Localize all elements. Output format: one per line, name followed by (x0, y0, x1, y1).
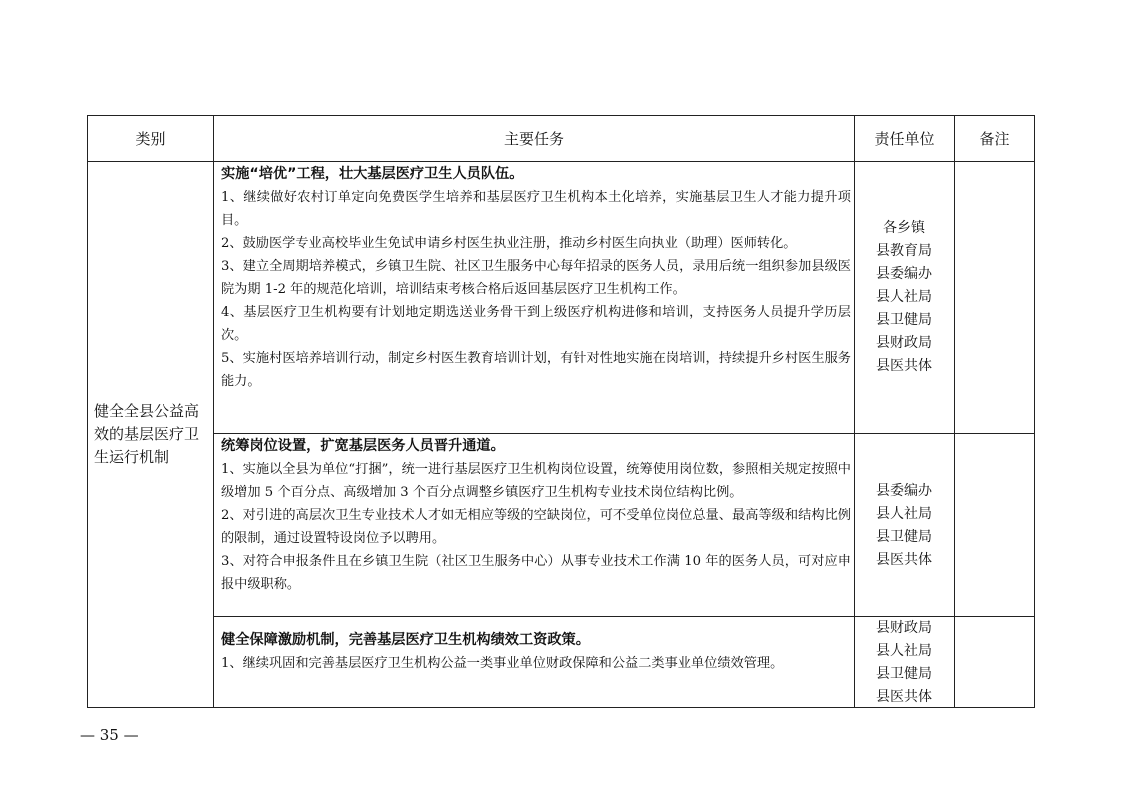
page-number: — 35 — (80, 726, 139, 744)
unit-name: 各乡镇 (883, 220, 925, 236)
category-cell (88, 161, 214, 707)
category-text: 健全全县公益高效的基层医疗卫生运行机制 (94, 401, 200, 466)
unit-name: 县卫健局 (876, 666, 932, 682)
section-title: 统筹岗位设置，扩宽基层医务人员晋升通道。 (221, 438, 505, 454)
unit-name: 县卫健局 (876, 529, 932, 545)
header-category: 类别 (135, 130, 166, 148)
column-divider (954, 116, 955, 707)
section-title: 健全保障激励机制，完善基层医疗卫生机构绩效工资政策。 (221, 632, 590, 648)
task-section-1 (221, 163, 851, 393)
responsible-units-3 (854, 617, 954, 709)
unit-name: 县教育局 (876, 243, 932, 259)
task-item: 2、对引进的高层次卫生专业技术人才如无相应等级的空缺岗位，可不受单位岗位总量、最高等级和结构比例的限制，通过设置特设岗位予以聘用。 (221, 508, 851, 546)
row-divider (213, 433, 1034, 434)
task-item: 5、实施村医培养培训行动，制定乡村医生教育培训计划，有针对性地实施在岗培训，持续提升乡村医生服务能力。 (221, 351, 851, 389)
task-item: 1、继续巩固和完善基层医疗卫生机构公益一类事业单位财政保障和公益二类事业单位绩效管理。 (221, 656, 784, 671)
unit-name: 县财政局 (876, 335, 932, 351)
task-table (87, 115, 1035, 708)
unit-name: 县委编办 (876, 483, 932, 499)
unit-name: 县财政局 (876, 620, 932, 636)
task-section-3 (221, 629, 851, 675)
section-title: 实施“培优”工程，壮大基层医疗卫生人员队伍。 (221, 166, 524, 182)
task-item: 4、基层医疗卫生机构要有计划地定期选送业务骨干到上级医疗机构进修和培训，支持医务人员提升学历层次。 (221, 305, 851, 343)
unit-name: 县人社局 (876, 289, 932, 305)
task-item: 1、继续做好农村订单定向免费医学生培养和基层医疗卫生机构本土化培养，实施基层卫生人才能力提升项目。 (221, 190, 851, 228)
responsible-units-1 (854, 217, 954, 378)
header-units: 责任单位 (874, 130, 935, 148)
header-tasks: 主要任务 (503, 130, 564, 148)
unit-name: 县医共体 (876, 358, 932, 374)
task-item: 3、对符合申报条件且在乡镇卫生院（社区卫生服务中心）从事专业技术工作满 10 年的医务人员，可对应申报中级职称。 (221, 554, 851, 592)
unit-name: 县医共体 (876, 689, 932, 705)
task-item: 1、实施以全县为单位“打捆”，统一进行基层医疗卫生机构岗位设置，统筹使用岗位数，参照相关规定按照中级增加 5 个百分点、高级增加 3 个百分点调整乡镇医疗卫生机构专业技术岗位结构比例。 (221, 462, 851, 500)
row-divider (88, 161, 1034, 162)
unit-name: 县委编办 (876, 266, 932, 282)
task-item: 2、鼓励医学专业高校毕业生免试申请乡村医生执业注册，推动乡村医生向执业（助理）医师转化。 (221, 236, 797, 251)
unit-name: 县卫健局 (876, 312, 932, 328)
unit-name: 县医共体 (876, 552, 932, 568)
header-notes: 备注 (979, 130, 1010, 148)
unit-name: 县人社局 (876, 643, 932, 659)
task-section-2 (221, 435, 851, 596)
unit-name: 县人社局 (876, 506, 932, 522)
task-item: 3、建立全周期培养模式，乡镇卫生院、社区卫生服务中心每年招录的医务人员，录用后统一组织参加县级医院为期 1-2 年的规范化培训，培训结束考核合格后返回基层医疗卫生机构工作。 (221, 259, 851, 297)
responsible-units-2 (854, 480, 954, 572)
